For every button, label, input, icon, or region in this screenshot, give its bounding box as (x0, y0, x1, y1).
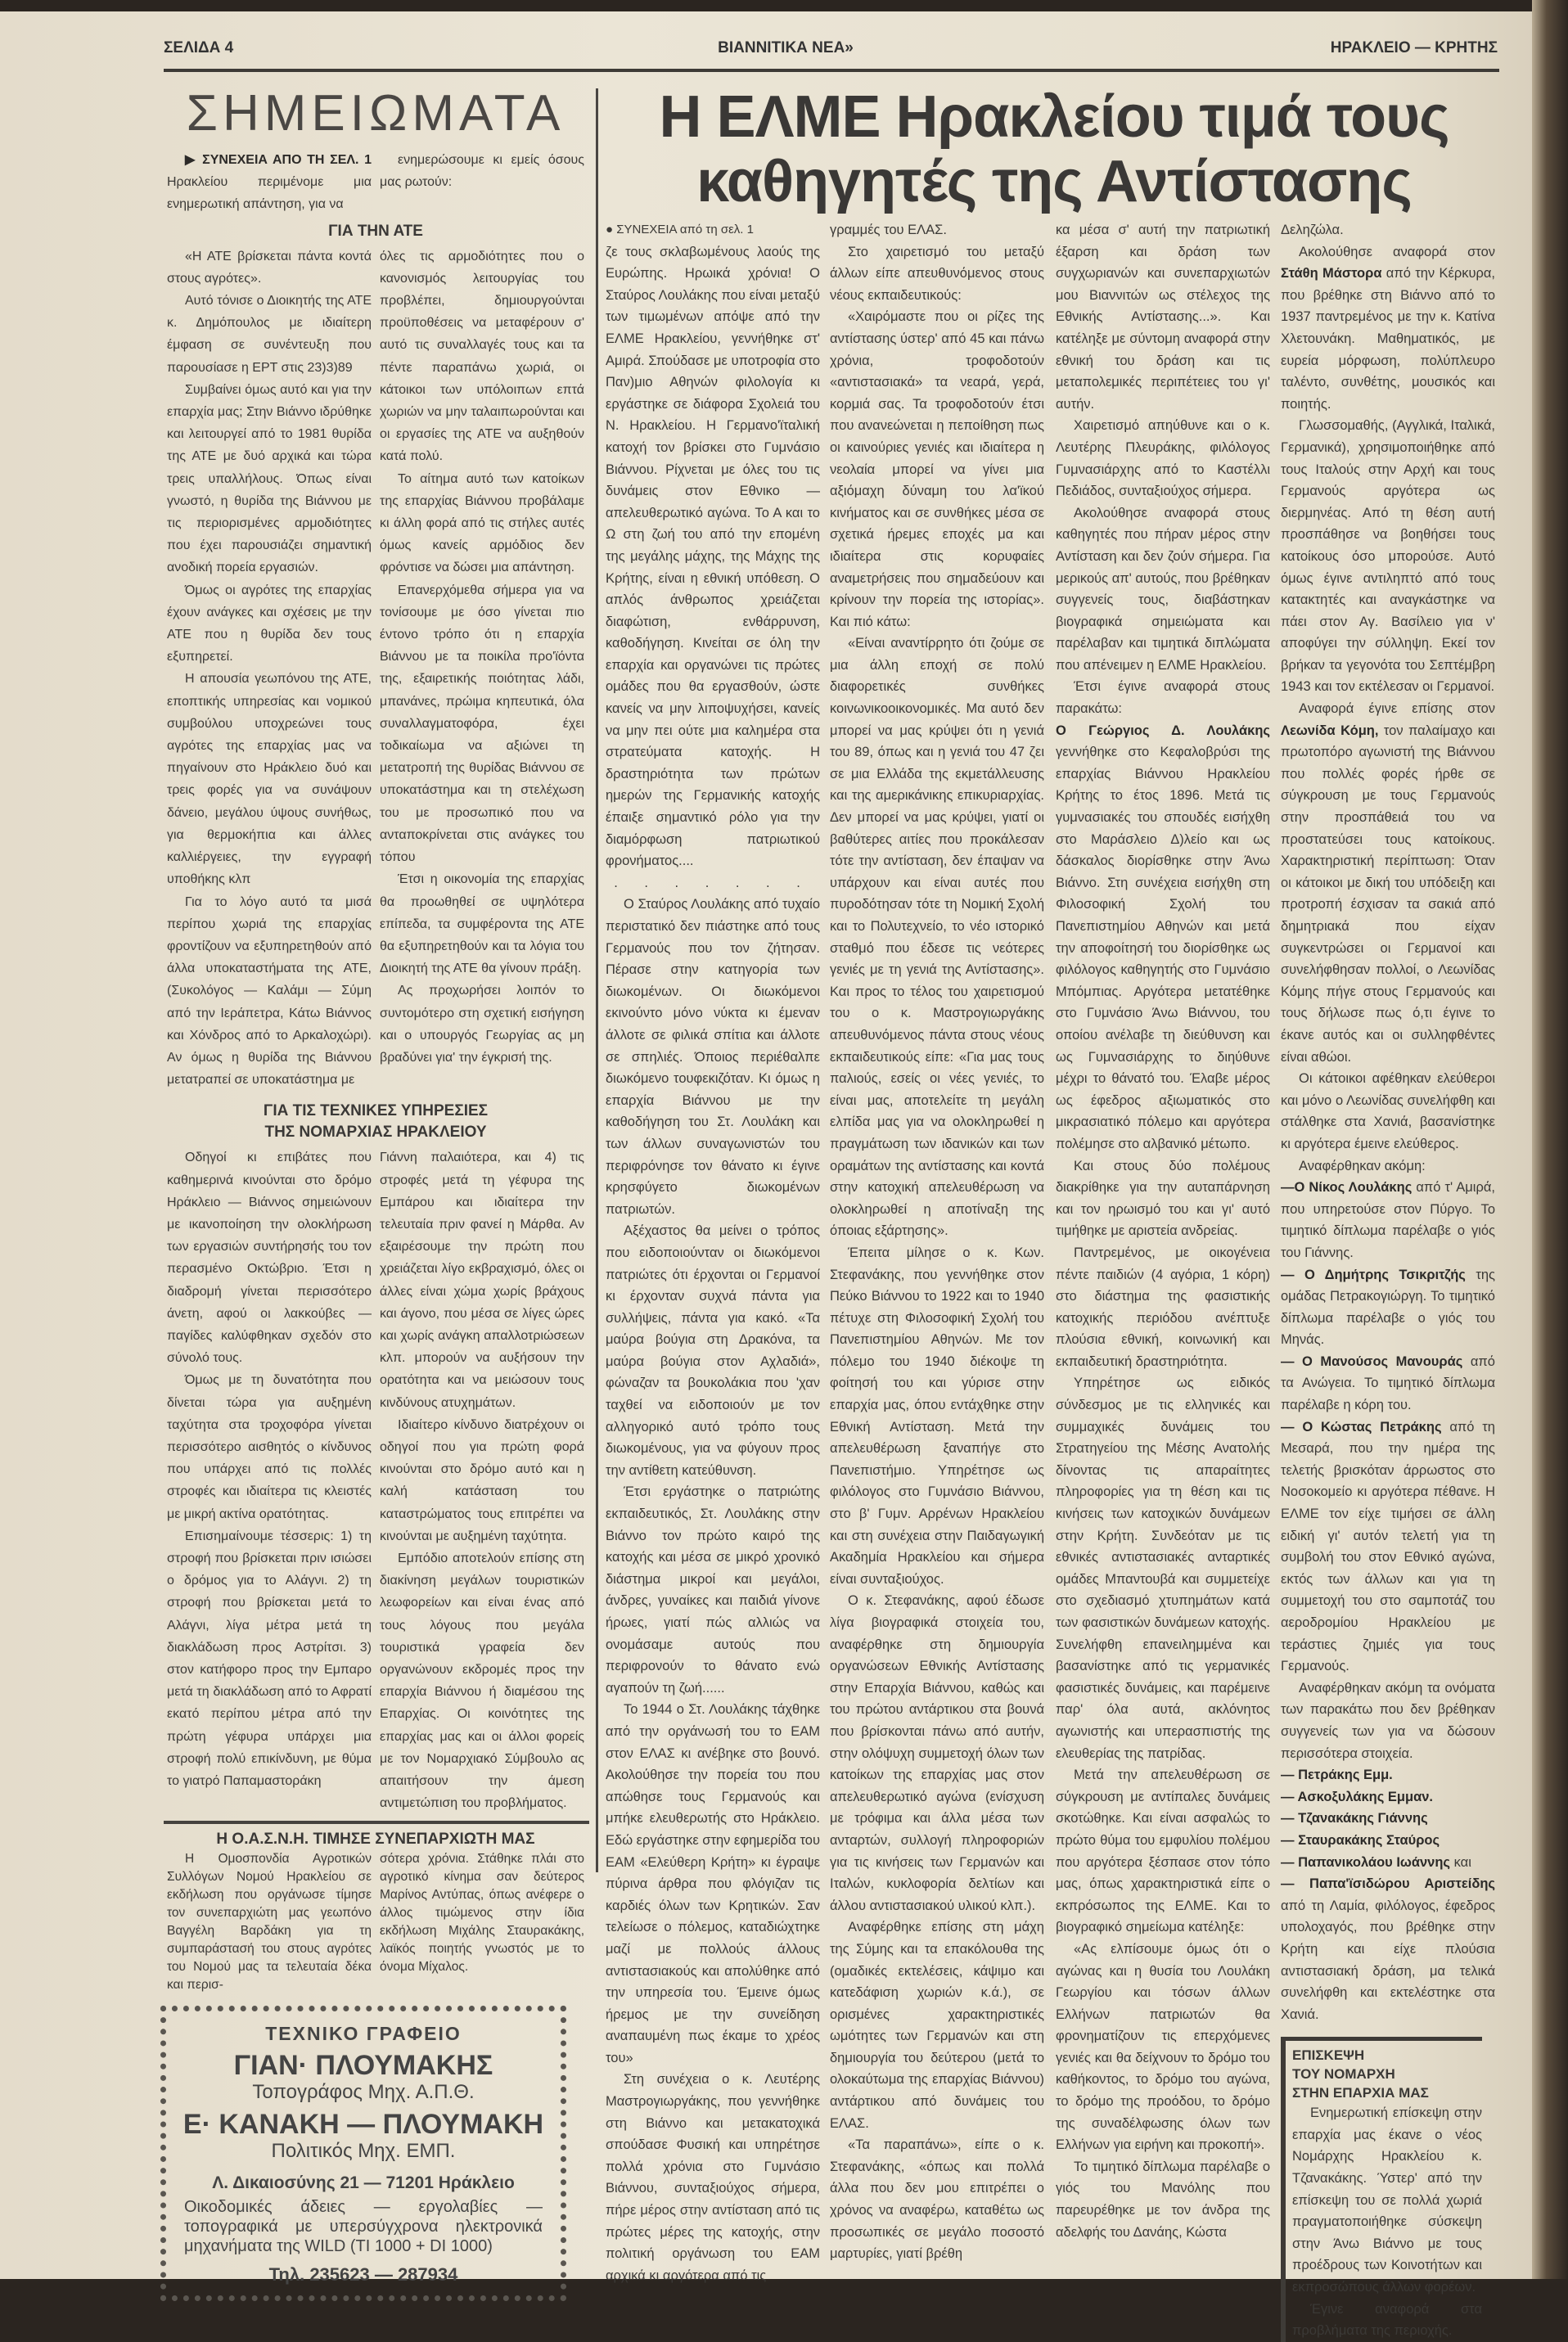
tech-col2 (380, 1146, 584, 1814)
page-binding-edge (1532, 0, 1568, 2279)
paragraph-text: Συμβαίνει όμως αυτό και για την επαρχία μας; Στην Βιάννο ιδρύθηκε και λειτουργεί από το 1981 θυρίδα της ΑΤΕ με δυό αρχικά και τώρα τρεις υπαλλήλους. Όπως είναι γνωστό, η θυρίδα της Βιάννου με τις περιορισμένες αρμοδιότητες που έχει παρουσιάζει σημαντική ανοδική πορεία εργασιών. (167, 382, 372, 575)
article-col1 (606, 219, 820, 2286)
paragraph (1281, 1852, 1495, 1874)
paragraph (1281, 1155, 1495, 1178)
paragraph (1056, 219, 1270, 415)
paragraph (1281, 1808, 1495, 1830)
paragraph (1292, 2102, 1482, 2298)
paragraph-text: Έτσι έγινε αναφορά στους παρακάτω: (1056, 679, 1270, 717)
paragraph (167, 1850, 372, 1994)
paragraph-text: Έπειτα μίλησε ο κ. Κων. Στεφανάκης, που γεννήθηκε στον Πεύκο Βιάννου το 1922 και το 1940 πέτυχε στη Φιλοσοφική Σχολή του Πανεπιστημίου Αθηνών. Με τον πόλεμο του 1940 διέκοψε τη φοίτησή του και γύρισε στην επαρχία μας, όπου εντάχθηκε στην Εθνική Αντίσταση. Μετά την απελευθέρωση ξαναπήγε στο Πανεπιστήμιο. Υπηρέτησε ως φιλόλογος στο Γυμνάσιο Βιάννου, στο β' Γυμν. Αρρένων Ηρακλείου και στη συνέχεια στην Παιδαγωγική Ακαδημία Ηρακλείου και σήμερα είναι συνταξιούχος. (830, 1245, 1044, 1587)
paragraph-text: Έτσι εργάστηκε ο πατριώτης εκπαιδευτικός, Στ. Λουλάκης στην Βιάννο τον πρώτο καιρό της κατοχής και μέσα σε μικρό χρονικό διάστημα μικροί και μεγάλοι, άνδρες, γυναίκες και παιδιά γίνονε ήρωες, γιατί πώς αλλιώς να ονομάσαμε αυτούς που περιφρονούν το θάνατο ενώ αγαπούν τη ζωή...... (606, 1484, 820, 1696)
paragraph-text: ενημερώσουμε κι εμείς όσους μας ρωτούν: (380, 153, 584, 190)
paragraph-text: Το τιμητικό δίπλωμα παρέλαβε ο γιός του Μανόλης που παρευρέθηκε με τον άνδρα της αδελφής του Δανάης, Κώστα (1056, 2159, 1270, 2240)
paragraph (1281, 1264, 1495, 1351)
paragraph-text: Αναφέρθηκε επίσης στη μάχη της Σύμης και τα επακόλουθα της (ομαδικές εκτελέσεις, κάψιμο και κατεδάφιση χωριών κ.ά.), σε ορισμένες χαρακτηριστικές ωμότητες των Γερμανών και στη δημιουργία του δεύτερου (μετά το ολοκαύτωμα της επαρχίας Βιάννου) αντάρτικου από δυνάμεις του ΕΛΑΣ. (830, 1920, 1044, 2131)
bold-name: — Σταυρακάκης Σταύρος (1281, 1832, 1440, 1848)
paragraph (1056, 502, 1270, 677)
paragraph-text: Ηρακλείου περιμένομε μια ενημερωτική απάντηση, για να (167, 175, 372, 212)
header-rule (164, 69, 1499, 72)
paragraph (167, 1369, 372, 1525)
paragraph (380, 1850, 584, 1976)
article-col4 (1281, 219, 1495, 2342)
paragraph (380, 868, 584, 980)
ad-name-2: Ε· ΚΑΝΑΚΗ — ΠΛΟΥΜΑΚΗ (182, 2109, 544, 2141)
visit-heading-line1: ΕΠΙΣΚΕΨΗ (1292, 2047, 1365, 2064)
paragraph (1281, 241, 1495, 416)
paragraph (606, 1220, 820, 1481)
paragraph-text: Δεληζώλα. (1281, 223, 1344, 237)
page-number: ΣΕΛΙΔΑ 4 (164, 39, 234, 56)
paragraph-text: Χαιρετισμό απηύθυνε και ο κ. Λευτέρης Πλευράκης, φιλόλογος Γυμνασιάρχης από το Καστέλλι Πεδιάδος, συνταξιούχος σήμερα. (1056, 418, 1270, 499)
paragraph-text: Ας προχωρήσει λοιπόν το συντομότερο στη σχετική εισήγηση και ο υπουργός Γεωργίας ας μη βραδύνει για' την έγκρισή της. (380, 984, 584, 1065)
tech-heading-line1: ΓΙΑ ΤΙΣ ΤΕΧΝΙΚΕΣ ΥΠΗΡΕΣΙΕΣ (263, 1102, 489, 1120)
paragraph-text: Αυτό τόνισε ο Διοικητής της ΑΤΕ κ. Δημόπουλος με ιδιαίτερη έμφαση σε συνέντευξη που παρουσίασε η ΕΡΤ στις 23)3)89 (167, 294, 372, 375)
paragraph (380, 579, 584, 869)
paragraph-text: Ο Σταύρος Λουλάκης από τυχαίο περιστατικό δεν πιάστηκε από τους Γερμανούς που τον ζήτησαν. Πέρασε στην κατηγορία των διωκομένων. Οι διωκόμενοι εκινούντο μόνο νύκτα κι έμεναν άλλοτε σε φιλικά σπίτια και άλλοτε σε σπηλιές. Όποιος περιέθαλπε διωκόμενο τουφεκιζόταν. Κι όμως η επαρχία Βιάννου με την καθοδήγηση του Στ. Λουλάκη και των άλλων συναγωνιστών του περιφρόνησε τον θάνατο κι έγινε κρησφύγετο διωκομένων πατριωτών. (606, 897, 820, 1217)
paragraph-text: από την Κέρκυρα, που βρέθηκε στη Βιάννο από το 1937 παντρεμένος με την κ. Κατίνα Χλετουνάκη. Μαθηματικός, με ευρεία μόρφωση, πολύπλευρο ταλέντο, συνθέτης, μουσικός και ποιητής. (1281, 266, 1496, 412)
paragraph-text: της ομάδας Πετρακογιώργη. Το τιμητικό δίπλωμα παρέλαβε ο γιός του Μηνάς. (1281, 1267, 1495, 1348)
paragraph-text: Όμως με τη δυνατότητα που δίνεται τώρα για αυξημένη ταχύτητα στα τροχοφόρα γίνεται περισσότερο αισθητός ο κίνδυνος που υπάρχει από τις πολλές στροφές και ιδιαίτερα τις κλειστές με μικρή ακτίνα ορατότητας. (167, 1373, 372, 1521)
paragraph-text: Ενημερωτική επίσκεψη στην επαρχία μας έκανε ο νέος Νομάρχης Ηρακλείου κ. Τζανακάκης. Ύστερ' από την επίσκεψη του σε πολλά χωριά πραγματοποιήθηκε σύσκεψη στην Άνω Βιάννο με τους προέδρους των Κοινοτήτων και εκπροσώπους άλλων φορέων. (1292, 2106, 1482, 2295)
visit-heading-line2: ΤΟΥ ΝΟΜΑΡΧΗ (1292, 2066, 1395, 2083)
paragraph-text: Ακολούθησε αναφορά στους καθηγητές που πήραν μέρος στην Αντίσταση και δεν ζούν σήμερα. Για μερικούς απ' αυτούς, που βρέθηκαν συγγενείς τους, διαβάστηκαν βιογραφικά σημειώματα και παρέλαβαν και τιμητικά διπλώματα που απένειμεν η ΕΛΜΕ Ηρακλείου. (1056, 505, 1270, 673)
paragraph-text: τον παλαίμαχο και πρωτοπόρο αγωνιστή της Βιάννου που πολλές φορές ήρθε σε σύγκρουση με τους Γερμανούς στην προσπάθειά του να προστατεύσει τους κατοίκους. Χαρακτηριστική περίπτωση: Όταν οι κάτοικοι με δική του υπόδειξη και προτροπή έσχισαν τα σακιά από δημητριακά που είχαν συγκεντρώσει οι Γερμανοί και συνελήφθησαν πολλοί, ο Λεωνίδας Κόμης πήγε στους Γερμανούς και τους δήλωσε πως ό,τι έγινε το έκανε αυτός και οι συλληφθέντες είναι αθώοι. (1281, 723, 1495, 1065)
paragraph (830, 2134, 1044, 2265)
bold-name: Στάθη Μάστορα (1281, 266, 1382, 281)
paragraph-text: από τα Ανώγεια. Το τιμητικό δίπλωμα παρέλαβε η κόρη του. (1281, 1353, 1495, 1413)
paragraph-text: Υπηρέτησε ως ειδικός σύνδεσμος με τις ελληνικές και συμμαχικές δυνάμεις του Στρατηγείου της Μέσης Ανατολής δίνοντας τις απαραίτητες πληροφορίες για τη θέση και τις κινήσεις των κατοχικών δυνάμεων στην Κρήτη. Συνδεόταν με τις εθνικές αντιστασιακές ανταρτικές ομάδες Μπαντουβά και συμμετείχε στο σχεδιασμό χτυπημάτων κατά των φασιστικών δυνάμεων κατοχής. Συνελήφθη επανειλημμένα και βασανίστηκε από τις γερμανικές φασιστικές δυνάμεις, και παρέμεινε παρ' όλα αυτά, ακλόνητος αγωνιστής και υπερασπιστής της ελευθερίας της πατρίδας. (1056, 1376, 1270, 1761)
bold-name: Λεωνίδα Κόμη, (1281, 723, 1379, 738)
paragraph-text: «Χαιρόμαστε που οι ρίζες της αντίστασης ύστερ' από 45 και πάνω χρόνια, τροφοδοτούν «αντιστασιακά» τα νεαρά, γερά, κορμιά σας. Τα τροφοδοτούν έτσι που ανανεώνεται η πεποίθηση πως οι καινούριες γενιές και ιδιαίτερα η νεολαία μπορεί να γίνει μια αξιόμαχη δύναμη του λα'ϊκού κινήματος και σε συνθήκες μέσα σε σχετικά ήρεμες εποχές μα και ιδιαίτερα στις κορυφαίες αναμετρήσεις που σημαδεύουν και κρίνουν την πορεία της ιστορίας». Και πιό κάτω: (830, 309, 1044, 629)
paragraph (1281, 1786, 1495, 1808)
bold-name: — Ασκοξυλάκης Εμμαν. (1281, 1789, 1434, 1804)
paragraph (1281, 1830, 1495, 1852)
section-separator (606, 872, 820, 894)
ad-name-1: ΓΙΑΝ· ΠΛΟΥΜΑΚΗΣ (233, 2050, 493, 2082)
paragraph (380, 1414, 584, 1547)
paragraph-text: Το αίτημα αυτό των κατοίκων της επαρχίας Βιάννου προβάλαμε κι άλλη φορά από τις στήλες αυτές όμως κανείς αρμόδιος δεν φρόντισε να δώσει μια απάντηση. (380, 471, 584, 575)
paragraph (1281, 1764, 1495, 1786)
notes-intro (167, 149, 584, 216)
ad-services: Οικοδομικές άδειες — εργολαβίες — τοπογραφικά με υπερσύγχρονα ηλεκτρονικά μηχανήματα της WILD (TI 1000 + DI 1000) (184, 2198, 543, 2256)
paragraph (167, 668, 372, 890)
paragraph (830, 633, 1044, 1242)
tech-col1 (167, 1146, 372, 1814)
paragraph (830, 1916, 1044, 2134)
bold-name: —Ο Νίκος Λουλάκης (1281, 1180, 1413, 1196)
paragraph (167, 290, 372, 379)
bold-name: — Παπανικολάου Ιωάννης (1281, 1854, 1451, 1870)
paragraph-text: Στη συνέχεια ο κ. Λευτέρης Μαστρογιωργάκης, που γεννήθηκε στη Βιάννο και μετακατοχικά σπούδασε Φυσική και υπηρέτησε πολλά χρόνια στο Γυμνάσιο Βιάννου, συνταξιούχος σήμερα, πήρε μέρος στην αντίσταση από τις πρώτες μέρες της κατοχής, στην πολιτική οργάνωση του ΕΑΜ αρχικά κι αργότερα από τις (606, 2072, 820, 2283)
bold-name: — Ο Δημήτρης Τσικριτζής (1281, 1267, 1466, 1282)
paragraph (167, 149, 372, 216)
paragraph (167, 1146, 372, 1369)
bold-name: — Ο Μανούσος Μανουράς (1281, 1353, 1463, 1369)
paragraph (380, 245, 584, 468)
ad-title-1: Τοπογράφος Μηχ. Α.Π.Θ. (252, 2081, 475, 2104)
paragraph (380, 1547, 584, 1814)
tech-heading-line2: ΤΗΣ ΝΟΜΑΡΧΙΑΣ ΗΡΑΚΛΕΙΟΥ (264, 1124, 487, 1142)
notes-intro-col2 (380, 149, 584, 216)
paragraph (1292, 2299, 1482, 2342)
bold-name: — Ο Κώστας Πετράκης (1281, 1419, 1442, 1434)
paragraph (1056, 1764, 1270, 1939)
visit-heading-line3: ΣΤΗΝ ΕΠΑΡΧΙΑ ΜΑΣ (1292, 2085, 1429, 2101)
bold-name: ▶ ΣΥΝΕΧΕΙΑ ΑΠΟ ΤΗ ΣΕΛ. 1 (185, 153, 372, 167)
paragraph-text: Στο χαιρετισμό του μεταξύ άλλων είπε απευθυνόμενος στους νέους εκπαιδευτικούς: (830, 244, 1044, 303)
continued-label: ● ΣΥΝΕΧΕΙΑ από τη σελ. 1 (606, 223, 754, 236)
paragraph (380, 1146, 584, 1413)
ad-address: Λ. Δικαιοσύνης 21 — 71201 Ηράκλειο (212, 2173, 515, 2193)
paragraph-text: γραμμές του ΕΛΑΣ. (830, 223, 947, 237)
paragraph (1056, 1242, 1270, 1373)
paragraph (1056, 1372, 1270, 1764)
advertisement-technical-office (160, 2006, 566, 2301)
paragraph-text: «Ας ελπίσουμε όμως ότι ο αγώνας και η θυσία του Λουλάκη Γεωργίου και τόσων άλλων Ελλήνων πατριωτών θα φρονηματίζουν τις επερχόμενες γενιές και θα δείχνουν το δρόμο του καθήκοντος, το δρόμο του αγώνα, το δρόμο της προόδου, το δρόμο της συναδέλφωσης όλων των Ελλήνων για ειρήνη και προκοπή». (1056, 1941, 1270, 2153)
paragraph-text: σότερα χρόνια. Στάθηκε πλάι στο αγροτικό κίνημα σαν δεύτερος Μαρίνος Αντύπας, όπως ανέφερε ο άλλος τιμώμενος στην ίδια εκδήλωση Μιχάλης Σταυρακάκης, λαϊκός ποιητής γνωστός με το όνομα Μίχαλος. (380, 1852, 584, 1975)
paragraph (606, 1481, 820, 1699)
bold-name: — Πετράκης Εμμ. (1281, 1768, 1393, 1783)
paragraph-text: Όμως οι αγρότες της επαρχίας έχουν ανάγκες και σχέσεις με την ΑΤΕ που η θυρίδα δεν τους εξυπηρετεί. (167, 583, 372, 664)
paragraph-text: Εμπόδιο αποτελούν επίσης στη διακίνηση μεγάλων τουριστικών λεωφορείων και είναι ένας από τους λόγους που μεγάλα τουριστικά γραφεία δεν οργανώνουν εκδρομές προς την επαρχία Βιάννου ή διαμέσου της Επαρχίας. Οι κοινότητες της επαρχίας μας και οι άλλοι φορείς με τον Νομαρχιακό Σύμβουλο ας απαιτήσουν την άμεση αντιμετώπιση του προβλήματος. (380, 1551, 584, 1811)
paragraph-text: γεννήθηκε στο Κεφαλοβρύσι της επαρχίας Βιάννου Ηρακλείου Κρήτης το έτος 1896. Μετά τις γυμνασιακές του σπουδές εισήχθη στο Μαράσλειο Δ)λείο και ως δάσκαλος διορίσθηκε στην Άνω Βιάννο. Στη συνέχεια εισήχθη στη Φιλοσοφική Σχολή του Πανεπιστημίου Αθηνών και μετά την αποφοίτησή του διορίσθηκε ως φιλόλογος καθηγητής στο Γυμνάσιο Μπόμπιας. Αργότερα μετατέθηκε στο Γυμνάσιο Άνω Βιάννου, του οποίου ανέλαβε τη διεύθυνση και ως Γυμνασιάρχης το διηύθυνε μέχρι το θάνατό του. Έλαβε μέρος ως έφεδρος αξιωματικός στο μικρασιατικό πόλεμο και αργότερα πολέμησε στο αλβανικό μέτωπο. (1056, 745, 1270, 1151)
paragraph (380, 468, 584, 579)
paragraph (606, 241, 820, 872)
paragraph-text: Έτσι η οικονομία της επαρχίας θα προωθηθεί σε υψηλότερα επίπεδα, τα συμφέροντα της ΑΤΕ θα εξυπηρετηθούν και τα λόγια του Διοικητή της ΑΤΕ θα γίνουν πράξη. (380, 872, 584, 976)
section-rule (164, 1821, 589, 1824)
bold-name: — Παπα'ϊσιδώρου Αριστείδης (1281, 1876, 1495, 1892)
paragraph (380, 149, 584, 193)
article-headline-line2: καθηγητές της Αντίστασης (696, 149, 1412, 214)
paragraph-text: «Τα παραπάνω», είπε ο κ. Στεφανάκης, «όπως και πολλά άλλα που δεν μου επιτρέπει ο χρόνος να αναφέρω, καταθέτω ως προσωπικές σε μεγάλο ποσοστό μαρτυρίες, γιατί βρέθη (830, 2137, 1044, 2262)
paragraph-text: Η Ομοσπονδία Αγροτικών Συλλόγων Νομού Ηρακλείου σε εκδήλωση που οργάνωσε τίμησε τον συνεπαρχιώτη μας γεωπόνο Βαγγέλη Βαρδάκη για τη συμπαράστασή του στους αγρότες του Νομού μας τα τελευταία δέκα και περισ- (167, 1852, 372, 1993)
nomarch-visit-box (1281, 2037, 1482, 2342)
paragraph-text: από τη Λαμία, φιλόλογος, έφεδρος υπολοχαγός, που βρέθηκε στην Κρήτη και είχε πλούσια αντιστασιακή δράση, μα τελικά συνελήφθη και εκτελέστηκε στα Χανιά. (1281, 1898, 1495, 2022)
paragraph-text: Μετά την απελευθέρωση σε σύγκρουση με αντίπαλες δυνάμεις σκοτώθηκε. Και είναι ασφαλώς το πρώτο θύμα του εμφυλίου πολέμου που αργότερα ξέσπασε στον τόπο μας, όπως χαρακτηριστικά είπε ο εκπρόσωπος της ΕΛΜΕ. Και το βιογραφικό σημείωμα κατέληξε: (1056, 1768, 1270, 1935)
newspaper-name: ΒΙΑΝΝΙΤΙΚΑ ΝΕΑ» (718, 39, 854, 56)
paragraph (1056, 1939, 1270, 2156)
paragraph-text: από τ' Αμιρά, που υπηρετούσε στον Πύργο. Το τιμητικό δίπλωμα παρέλαβε ο γιός του Γιάννης. (1281, 1180, 1495, 1260)
paragraph (830, 306, 1044, 633)
bold-name: — Τζανακάκης Γιάννης (1281, 1811, 1428, 1826)
paragraph-text: Γλωσσομαθής, (Αγγλικά, Ιταλικά, Γερμανικά), χρησιμοποιήθηκε από τους Ιταλούς στην Αρχή και τους Γερμανούς αργότερα ως διερμηνέας. Από τη θέση αυτή προσπάθησε να βοηθήσει τους κατοίκους όσο μπορούσε. Αυτό όμως έγινε αντιληπτό από τους κατακτητές και αναγκάστηκε να πάει στον Αγ. Βασίλειο για ν' αποφύγει την σύλληψη. Εκεί τον βρήκαν τα γεγονότα του Σεπτέμβρη 1943 και τον εκτέλεσαν οι Γερμανοί. (1281, 418, 1495, 695)
column-divider (596, 88, 598, 1872)
oasnh-col1 (167, 1850, 372, 1994)
notes-title: ΣΗΜΕΙΩΜΑΤΑ (186, 85, 565, 142)
paragraph (380, 980, 584, 1069)
paragraph (1281, 415, 1495, 698)
paragraph-text: και (1450, 1854, 1471, 1870)
ate-article (167, 245, 584, 1092)
paragraph-text: Ακολούθησε αναφορά στον (1299, 244, 1495, 259)
article-col3 (1056, 219, 1270, 2243)
article-headline (604, 85, 1504, 214)
oasnh-article (167, 1850, 584, 1994)
ad-phone: Τηλ. 235623 — 287934 (268, 2264, 458, 2286)
notes-intro-col1 (167, 149, 372, 216)
paragraph (830, 1590, 1044, 1916)
paragraph (167, 579, 372, 669)
paragraph-text: «Η ΑΤΕ βρίσκεται πάντα κοντά στους αγρότες». (167, 249, 372, 286)
paragraph (1281, 1678, 1495, 1764)
paragraph-text: Αναφέρθηκαν ακόμη τα ονόματα των παρακάτω που δεν βρέθηκαν συγγενείς των για να δώσουν περισσότερα στοιχεία. (1281, 1680, 1495, 1761)
paragraph-text: Οι κάτοικοι αφέθηκαν ελεύθεροι και μόνο ο Λεωνίδας συνελήφθη και στάλθηκε στα Χανιά, βασανίστηκε κι αργότερα έμεινε ελεύθερος. (1281, 1071, 1495, 1151)
paragraph (606, 2069, 820, 2286)
oasnh-col2 (380, 1850, 584, 1994)
paragraph-text: Επισημαίνουμε τέσσερις: 1) τη στροφή που βρίσκεται πριν ισιώσει ο δρόμος για το Αλάγνι. 2) τη στροφή που βρίσκεται μετά το Αλάγνι, λίγα μέτρα μετά τη διακλάδωση προς Αστρίτσι. 3) στον κατήφορο προς την Εμπαρο μετά τη διακλάδωση από το Αφρατί εκατό περίπου μέτρα από την πρώτη γέφυρα υπάρχει μια στροφή πολύ επικίνδυνη, με θύμα το γιατρό Παπαμαστοράκη (167, 1529, 372, 1789)
paragraph-text: ζε τους σκλαβωμένους λαούς της Ευρώπης. Ηρωικά χρόνια! Ο Σταύρος Λουλάκης που είναι μεταξύ των τιμωμένων απόψε από την ΕΛΜΕ Ηρακλείου, γεννήθηκε στ' Αμιρά. Σπούδασε με υποτροφία στο Παν)μιο Αθηνών φιλολογία κι εργάστηκε σε διάφορα Σχολειά του Ν. Ηρακλείου. Η Γερμανο'ϊταλική κατοχή τον βρίσκει στο Γυμνάσιο Βιάννου. Ρίχνεται με όλες του τις δυνάμεις στον Εθνικο — απελευθερωτικό αγώνα. Το Α και το Ω στη ζωή του από την επομένη της μεγάλης μάχης, της Μάχης της Κρήτης, είναι η εθνική υπόθεση. Ο απλός άνθρωπος χρειάζεται διαφώτιση, ενθάρρυνση, καθοδήγηση. Κινείται σε όλη την επαρχία και οργανώνει τις πρώτες ομάδες που θα εργασθούν, ώστε κανείς να μην λιποψυχήσει, κανείς να μην πει ούτε μια καλημέρα στα στρατεύματα κατοχής. Η δραστηριότητα των πρώτων ημερών της Γερμανικής κατοχής έπαιξε σημαντικό ρόλο για την διαμόρφωση πατριωτικού φρονήματος.... (606, 244, 820, 869)
paragraph (1281, 1177, 1495, 1263)
ate-heading: ΓΙΑ ΤΗΝ ΑΤΕ (328, 222, 423, 240)
paragraph (1056, 415, 1270, 502)
paragraph-text: Ιδιαίτερο κίνδυνο διατρέχουν οι οδηγοί που για πρώτη φορά κινούνται στο δρόμο αυτό και η καλή κατάσταση του καταστρώματος τους επιτρέπει να κινούνται με αυξημένη ταχύτητα. (380, 1417, 584, 1543)
paragraph-text: Αναφέρθηκαν ακόμη: (1299, 1158, 1426, 1173)
paragraph-text: Και στους δύο πολέμους διακρίθηκε για την αυταπάρνηση και τον ηρωισμό του και γι' αυτό τιμήθηκε με αριστεία ανδρείας. (1056, 1158, 1270, 1239)
ad-title-2: Πολιτικός Μηχ. ΕΜΠ. (271, 2140, 456, 2163)
paragraph (167, 1525, 372, 1792)
paragraph (1281, 219, 1495, 241)
paragraph-text: κα μέσα σ' αυτή την πατριωτική έξαρση και δράση των συγχωριανών και συνεπαρχιωτών μου Βιαννιτών ως στέλεχος της Εθνικής Αντίστασης...». Και κατέληξε με σύντομη αναφορά στην εθνική του δράση και τις μεταπολεμικές περιπέτειες του γι' αυτήν. (1056, 223, 1270, 412)
paragraph (1056, 1155, 1270, 1242)
paragraph (1056, 2156, 1270, 2243)
article-col2 (830, 219, 1044, 2265)
paragraph-text: Αναφορά έγινε επίσης στον (1299, 701, 1495, 717)
paragraph (606, 894, 820, 1220)
notes-section (167, 149, 584, 2301)
paragraph-text: . . . . . . . (614, 875, 812, 890)
paragraph-text: Το 1944 ο Στ. Λουλάκης τάχθηκε από την οργάνωσή του το ΕΑΜ στον ΕΛΑΣ κι ανέβηκε στο βουνό. Ακολούθησε την πορεία του που απώθησε τους Γερμανούς και μπήκε ελευθερωτής στο Ηράκλειο. Εδώ εργάστηκε στην εφημερίδα του ΕΑΜ «Ελεύθερη Κρήτη» κι έγραψε πύρινα άρθρα που φλόγιζαν τις καρδιές όλων των Κρητικών. Σαν τελείωσε ο πόλεμος, καταδιώχτηκε μαζί με πολλούς άλλους αντιστασιακούς και απολύθηκε από την υπηρεσία του. Έμεινε όμως ήρεμος με την συνείδηση αναπαυμένη πως έκαμε το χρέος του» (606, 1702, 820, 2065)
paragraph (1281, 1416, 1495, 1678)
header-place: ΗΡΑΚΛΕΙΟ — ΚΡΗΤΗΣ (1330, 39, 1498, 56)
paragraph (1056, 720, 1270, 1155)
paragraph (1056, 676, 1270, 719)
paragraph (167, 891, 372, 1092)
paragraph-text: Για το λόγο αυτό τα μισά περίπου χωριά της επαρχίας φροντίζουν να εξυπηρετηθούν από άλλα υποκαταστήματα της ΑΤΕ, (Συκολόγος — Καλάμι — Σύμη από την Ιεράπετρα, Κάτω Βιάννος και Χόνδρος από το Αρκαλοχώρι). Αν όμως η θυρίδα της Βιάννου μετατραπεί σε υποκατάστημα με (167, 894, 372, 1088)
paragraph-text: Παντρεμένος, με οικογένεια πέντε παιδιών (4 αγόρια, 1 κόρη) στο διάστημα της φασιστικής κατοχικής περιόδου ανέπτυξε πλούσια εθνική, κοινωνική και εκπαιδευτική δραστηριότητα. (1056, 1245, 1270, 1369)
oasnh-heading: Η Ο.Α.Σ.Ν.Η. ΤΙΜΗΣΕ ΣΥΝΕΠΑΡΧΙΩΤΗ ΜΑΣ (216, 1831, 535, 1849)
ate-col2 (380, 245, 584, 1092)
paragraph-text: όλες τις αρμοδιότητες που ο κανονισμός λειτουργίας του προβλέπει, δημιουργούνται προϋποθέσεις να μεταφέρουν σ' αυτό τις συναλλαγές τους και τα πέντε παραπάνω χωριά, οι κάτοικοι των υπόλοιπων επτά χωριών να μην ταλαιπωρούνται και οι εργασίες της ΑΤΕ να αυξηθούν κατά πολύ. (380, 249, 584, 464)
paragraph-text: Γιάννη παλαιότερα, και 4) τις στροφές μετά τη γέφυρα της Εμπάρου και ιδιαίτερα την τελευταία πριν φανεί η Μάρθα. Αν εξαιρέσουμε την πρώτη που χρειάζεται λίγο εκβραχισμό, όλες οι άλλες είναι χώμα χωρίς βράχους και άγονο, που μέσα σε λίγες ώρες και χωρίς ανάγκη απαλλοτριώσεων κλπ. μπορούν να αυξήσουν την ορατότητα και να μειώσουν τους κινδύνους ατυχημάτων. (380, 1151, 584, 1410)
paragraph (1281, 1873, 1495, 2025)
paragraph-text: Ο κ. Στεφανάκης, αφού έδωσε λίγα βιογραφικά στοιχεία του, αναφέρθηκε στη δημιουργία οργανώσεων Εθνικής Αντίστασης στην Επαρχία Βιάννου, καθώς και του πρώτου αντάρτικου στα βουνά που βρίσκονται πάνω από αυτήν, στην ολόψυχη συμμετοχή όλων των κατοίκων της επαρχίας μας στον απελευθερωτικό αγώνα (ενίσχυση με τρόφιμα και άλλα μέσα των ανταρτών, συλλογή πληροφοριών για τις κινήσεις των Γερμανών και Ιταλών, κυκλοφορία δελτίων και άλλου αντιστασιακού υλικού κλπ.). (830, 1593, 1044, 1913)
ate-col1 (167, 245, 372, 1092)
paragraph (830, 219, 1044, 241)
paragraph-text: Έγινε αναφορά στα προβλήματα της περιοχής. (1292, 2301, 1482, 2339)
paragraph-text: Αξέχαστος θα μείνει ο τρόπος που ειδοποιούνταν οι διωκόμενοι πατριώτες ότι έρχονται οι Γερμανοί κι έρχονταν συχνά πάντα για συλλήψεις, πάντα για κακό. «Τα μαύρα βούγια στη Δρακόνα, τα μαύρα βούγια στον Αχλαδιά», φώναζαν τα βουκολάκια που 'χαν ταχθεί να ειδοποιούν με τον αλληγορικό αυτό τρόπο τους διωκομένους, για να φύγουν προς την αντίθετη κατεύθυνση. (606, 1223, 820, 1478)
paragraph (606, 1699, 820, 2069)
paragraph-text: Η απουσία γεωπόνου της ΑΤΕ, εποπτικής υπηρεσίας και νομικού συμβούλου υποχρεώνει τους αγρότες της επαρχίας μας να πηγαίνουν στο Ηράκλειο δυό και τρεις φορές για να συνάψουν δάνειο, μεγάλου ύψους συνήθως, για θερμοκήπια και άλλες καλλιέργειες, την εγγραφή υποθήκης κλπ (167, 672, 372, 887)
paragraph (167, 245, 372, 290)
article-headline-line1: Η ΕΛΜΕ Ηρακλείου τιμά τους (659, 84, 1449, 150)
paragraph (1281, 1068, 1495, 1155)
ad-heading: ΤΕΧΝΙΚΟ ΓΡΑΦΕΙΟ (265, 2023, 462, 2045)
bold-name: Ο Γεώργιος Δ. Λουλάκης (1056, 723, 1270, 738)
tech-article (167, 1146, 584, 1814)
paragraph-text: Επανερχόμεθα σήμερα για να τονίσουμε με όσο γίνεται πιο έντονο τρόπο ότι η επαρχία Βιάννου με τα ποικίλα προ'ϊόντα της, εξαιρετικής ποιότητας λάδι, μπανάνες, πρώιμα κηπευτικά, όλα συναλλαγματοφόρα, έχει τοδικαίωμα να αξιώνει τη μετατροπή της θυρίδας Βιάννου σε υποκατάστημα και τη στελέχωση του με προσωπικό που να ανταποκρίνεται στις ανάγκες του τόπου (380, 583, 584, 865)
paragraph (167, 379, 372, 579)
paragraph-text: Οδηγοί κι επιβάτες που καθημερινά κινούνται στο δρόμο Ηράκλειο — Βιάννος σημειώνουν με ικανοποίηση την ολοκλήρωση των εργασιών συντήρησής του τον περασμένο Οκτώβριο. Έτσι η διαδρομή γίνεται περισσότερο άνετη, αφού οι λακκούβες — παγίδες καλύφθηκαν σχεδόν στο σύνολό τους. (167, 1151, 372, 1366)
paragraph-text: από τη Μεσαρά, που την ημέρα της τελετής βρισκόταν άρρωστος στο Νοσοκομείο κι αργότερα πέθανε. Η ΕΛΜΕ τον είχε τιμήσει σε άλλη ειδική γι' αυτόν τελετή για τη συμβολή του στον Εθνικό αγώνα, εκτός των άλλων και για τη συμμετοχή του στο σαμποτάζ του αεροδρομίου Ηρακλείου με τεράστιες ζημιές για τους Γερμανούς. (1281, 1419, 1495, 1674)
paragraph (1281, 698, 1495, 1068)
paragraph (1281, 1351, 1495, 1416)
paragraph-text: «Είναι αναντίρρητο ότι ζούμε σε μια άλλη εποχή σε πολύ διαφορετικές συνθήκες κοινωνικοοικονομικές. Μα αυτό δεν μπορεί να μας κρύψει ότι η γενιά του 89, όπως και η γενιά του 47 ζει σε μια Ελλάδα της εκμετάλλευσης και της αμερικάνικης επικυριαρχίας. Δεν μπορεί να μας κρύψει, γιατί οι βαθύτερες αιτίες που προκάλεσαν τότε την αντίσταση, δεν έπαψαν να υπάρχουν και είναι αυτές που πυροδότησαν τότε τη Νομική Σχολή και το Πολυτεχνείο, το νέο ιστορικό σταθμό που έδεσε τις νεότερες γενιές με τη γενιά της Αντίστασης». Και προς το τέλος του χαιρετισμού του ο κ. Μαστρογιωργάκης απευθυνόμενος πάντα στους νέους εκπαιδευτικούς είπε: «Για μας τους παλιούς, εσείς οι νέες γενιές, το είναι μας, αποτελείτε τη μεγάλη ελπίδα μας για να ολοκληρωθεί η πραγμάτωση των ιδανικών και των οραμάτων της αντίστασης και κοντά στην κατοχική απελευθέρωση να ολοκληρωθεί η αποτίναξη της όποιας εξάρτησης». (830, 636, 1044, 1239)
paragraph (830, 1242, 1044, 1591)
paragraph (830, 241, 1044, 307)
